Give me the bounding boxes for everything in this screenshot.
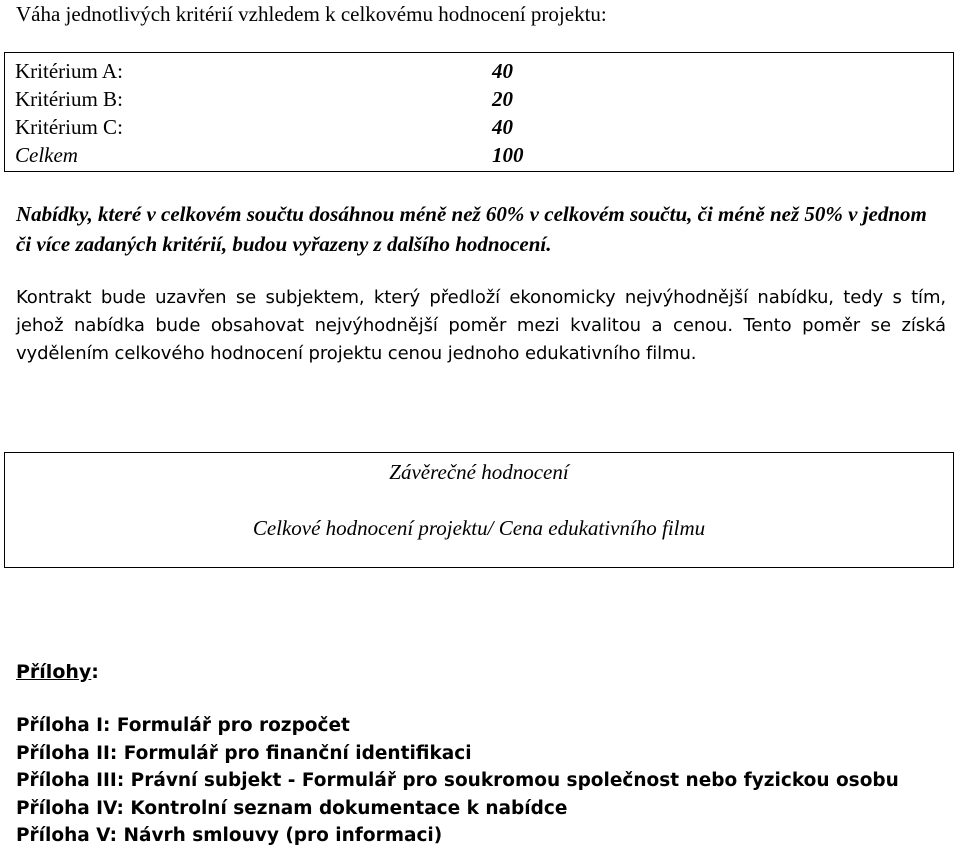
page-heading: Váha jednotlivých kritérií vzhledem k celkovému hodnocení projektu: [16,2,607,26]
final-evaluation-formula: Celkové hodnocení projektu/ Cena edukativního filmu [252,516,706,540]
criterion-label: Kritérium C: [15,115,123,139]
contract-paragraph: Kontrakt bude uzavřen se subjektem, který předloží ekonomicky nejvýhodnější nabídku, tedy s tím, jehož nabídka bude obsahovat nejvýhodnější poměr mezi kvalitou a cenou. Tento poměr se získá vydělením celkového hodnocení projektu cenou jednoho edukativního filmu. [16,287,946,364]
total-weight: 100 [492,143,524,167]
criterion-weight: 40 [492,115,513,139]
attachment-item: Příloha II: Formulář pro finanční identifikaci [16,742,472,764]
elimination-note: Nabídky, které v celkovém součtu dosáhnou méně než 60% v celkovém součtu, či méně než 50% v jednom či více zadaných kritérií, budou vyřazeny z dalšího hodnocení. [16,202,927,256]
criterion-weight: 20 [492,87,513,111]
attachments-list [16,712,899,850]
attachments-heading [16,657,99,687]
attachment-item: Příloha IV: Kontrolní seznam dokumentace k nabídce [16,797,568,819]
criteria-table [4,52,954,172]
final-evaluation-title: Závěrečné hodnocení [389,460,569,484]
criterion-row-c [15,113,945,141]
criterion-total-row [15,141,945,169]
criterion-label: Kritérium A: [15,59,123,83]
attachment-item: Příloha V: Návrh smlouvy (pro informaci) [16,825,443,846]
criterion-weight: 40 [492,59,513,83]
attachment-item: Příloha I: Formulář pro rozpočet [16,715,350,736]
attachment-item: Příloha III: Právní subjekt - Formulář pro soukromou společnost nebo fyzickou osobu [16,770,899,791]
attachments-heading-text: Přílohy [16,661,92,683]
attachments-heading-colon: : [91,661,99,683]
total-label: Celkem [15,143,78,167]
criterion-row-a [15,57,945,85]
criterion-row-b [15,85,945,113]
final-evaluation-box [4,452,954,568]
criterion-label: Kritérium B: [15,87,123,111]
